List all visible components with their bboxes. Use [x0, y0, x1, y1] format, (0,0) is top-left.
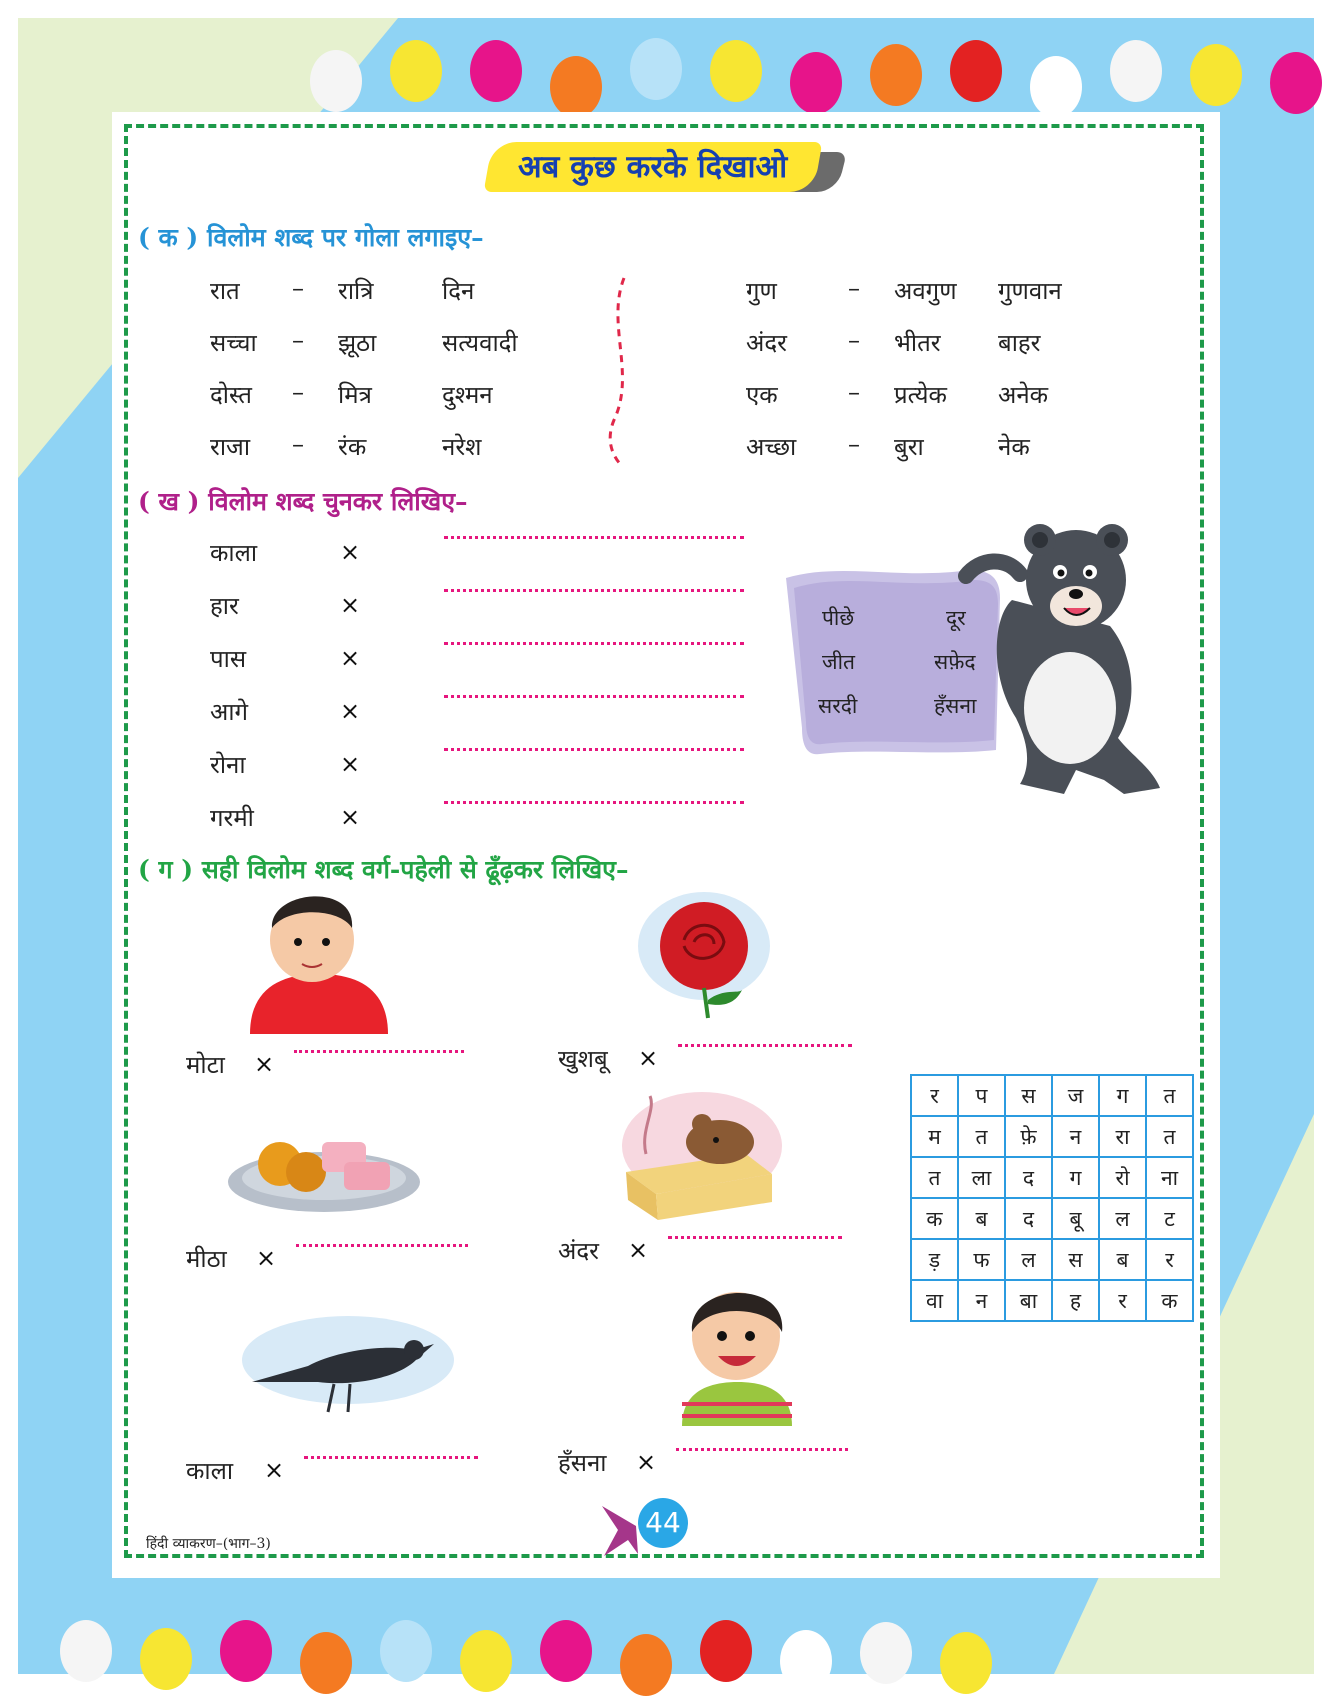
option[interactable]: दुश्मन	[442, 381, 493, 409]
grid-row	[911, 1239, 1193, 1280]
option[interactable]: अवगुण	[894, 277, 957, 305]
option[interactable]: रात्रि	[338, 277, 374, 305]
decorative-dot	[140, 1628, 192, 1690]
grid-cell[interactable]: रा	[1099, 1116, 1146, 1157]
sweets-plate-illustration	[226, 1120, 422, 1230]
grid-cell[interactable]: ग	[1052, 1157, 1099, 1198]
cross-icon: ×	[638, 1044, 659, 1072]
answer-line[interactable]	[294, 1050, 464, 1053]
grid-cell[interactable]: द	[1005, 1198, 1052, 1239]
grid-cell[interactable]: स	[1005, 1075, 1052, 1116]
laughing-boy-illustration	[672, 1276, 802, 1426]
answer-line[interactable]	[444, 536, 744, 539]
decorative-dot	[540, 1620, 592, 1682]
decorative-dot	[860, 1622, 912, 1684]
word: रोना	[210, 751, 246, 779]
decorative-dot	[710, 40, 762, 102]
grid-cell[interactable]: र	[911, 1075, 958, 1116]
grid-cell[interactable]: फ	[958, 1239, 1005, 1280]
grid-cell[interactable]: ब	[1099, 1239, 1146, 1280]
page-number: 44	[638, 1498, 688, 1548]
option[interactable]: सत्यवादी	[442, 329, 518, 357]
cross-icon: ×	[340, 697, 361, 725]
dash: –	[292, 326, 304, 354]
word: सच्चा	[210, 329, 257, 357]
word: एक	[746, 381, 778, 409]
footer-book-title: हिंदी व्याकरण–(भाग–3)	[146, 1536, 271, 1552]
title-banner	[488, 142, 848, 200]
cross-icon: ×	[340, 750, 361, 778]
decorative-dot	[1190, 44, 1242, 106]
option[interactable]: अनेक	[998, 381, 1049, 409]
grid-cell[interactable]: ड़	[911, 1239, 958, 1280]
option[interactable]: भीतर	[894, 329, 941, 357]
decorative-dot	[390, 40, 442, 102]
grid-cell[interactable]: त	[1146, 1116, 1193, 1157]
cross-icon: ×	[340, 803, 361, 831]
word: अंदर	[558, 1237, 599, 1265]
dash: –	[848, 326, 860, 354]
option[interactable]: झूठा	[338, 329, 377, 357]
word: पास	[210, 645, 247, 673]
decorative-dot	[950, 40, 1002, 102]
decorative-dot	[60, 1620, 112, 1682]
decorative-dot	[870, 44, 922, 106]
option[interactable]: नेक	[998, 433, 1030, 461]
answer-line[interactable]	[444, 589, 744, 592]
decorative-dot	[460, 1630, 512, 1692]
cross-icon: ×	[340, 538, 361, 566]
word: आगे	[210, 698, 249, 726]
grid-cell[interactable]: म	[911, 1116, 958, 1157]
crow-illustration	[238, 1310, 458, 1420]
decorative-dot	[1110, 40, 1162, 102]
word-search-grid	[910, 1074, 1194, 1322]
option[interactable]: मित्र	[338, 381, 372, 409]
word: मीठा	[186, 1245, 227, 1273]
cross-icon: ×	[636, 1448, 657, 1476]
grid-cell[interactable]: क	[1146, 1280, 1193, 1321]
star-ribbon-icon	[598, 1500, 644, 1560]
grid-cell[interactable]: न	[1052, 1116, 1099, 1157]
answer-line[interactable]	[296, 1244, 468, 1247]
dash: –	[292, 430, 304, 458]
word: गुण	[746, 277, 777, 305]
grid-cell[interactable]: ट	[1146, 1198, 1193, 1239]
board-word: सरदी	[818, 694, 858, 718]
option[interactable]: दिन	[442, 277, 475, 305]
mouse-in-box-illustration	[616, 1090, 786, 1220]
board-word: सफ़ेद	[934, 650, 976, 674]
word: अच्छा	[746, 433, 797, 461]
decorative-dot	[300, 1632, 352, 1694]
word: अंदर	[746, 329, 787, 357]
grid-cell[interactable]: रो	[1099, 1157, 1146, 1198]
section-kh-heading: ( ख ) विलोम शब्द चुनकर लिखिए–	[138, 487, 468, 516]
answer-line[interactable]	[444, 642, 744, 645]
grid-cell[interactable]: ह	[1052, 1280, 1099, 1321]
answer-line[interactable]	[444, 801, 744, 804]
option[interactable]: बुरा	[894, 433, 924, 461]
grid-row	[911, 1198, 1193, 1239]
decorative-dot	[630, 38, 682, 100]
option[interactable]: बाहर	[998, 329, 1041, 357]
decorative-dot	[940, 1632, 992, 1694]
decorative-dot	[780, 1630, 832, 1692]
answer-line[interactable]	[444, 695, 744, 698]
grid-cell[interactable]: ल	[1099, 1198, 1146, 1239]
grid-cell[interactable]: स	[1052, 1239, 1099, 1280]
wavy-divider	[600, 274, 640, 468]
cross-icon: ×	[628, 1236, 649, 1264]
option[interactable]: गुणवान	[998, 277, 1062, 305]
decorative-dot	[1030, 56, 1082, 118]
grid-cell[interactable]: त	[958, 1116, 1005, 1157]
grid-row	[911, 1116, 1193, 1157]
option[interactable]: रंक	[338, 433, 367, 461]
grid-cell[interactable]: क	[911, 1198, 958, 1239]
grid-cell[interactable]: ग	[1099, 1075, 1146, 1116]
section-k-heading: ( क ) विलोम शब्द पर गोला लगाइए–	[138, 223, 484, 252]
grid-row	[911, 1157, 1193, 1198]
cross-icon: ×	[340, 644, 361, 672]
word: काला	[210, 539, 258, 567]
grid-cell[interactable]: र	[1099, 1280, 1146, 1321]
board-word: हँसना	[934, 694, 977, 718]
dash: –	[848, 378, 860, 406]
word: मोटा	[186, 1051, 225, 1079]
cross-icon: ×	[264, 1456, 285, 1484]
board-word: पीछे	[822, 606, 855, 630]
option[interactable]: नरेश	[442, 433, 482, 461]
grid-cell[interactable]: ल	[1005, 1239, 1052, 1280]
answer-line[interactable]	[304, 1456, 478, 1459]
grid-cell[interactable]: र	[1146, 1239, 1193, 1280]
word: काला	[186, 1457, 234, 1485]
grid-cell[interactable]: वा	[911, 1280, 958, 1321]
grid-cell[interactable]: बा	[1005, 1280, 1052, 1321]
board-word: जीत	[822, 650, 855, 674]
word: हार	[210, 592, 239, 620]
dash: –	[848, 274, 860, 302]
word: रात	[210, 277, 240, 305]
decorative-dot	[620, 1634, 672, 1696]
page-title-text: अब कुछ करके दिखाओ	[518, 149, 788, 185]
decorative-dot	[700, 1620, 752, 1682]
dash: –	[292, 378, 304, 406]
word: हँसना	[558, 1449, 607, 1477]
grid-cell[interactable]: त	[1146, 1075, 1193, 1116]
grid-row	[911, 1075, 1193, 1116]
grid-cell[interactable]: ना	[1146, 1157, 1193, 1198]
cross-icon: ×	[340, 591, 361, 619]
page-title	[484, 142, 823, 192]
decorative-dot	[550, 56, 602, 118]
section-g-heading: ( ग ) सही विलोम शब्द वर्ग-पहेली से ढूँढ़कर लिखिए–	[138, 855, 629, 884]
rose-illustration	[634, 890, 774, 1020]
grid-cell[interactable]: ज	[1052, 1075, 1099, 1116]
option[interactable]: प्रत्येक	[894, 381, 947, 409]
grid-cell[interactable]: फ़े	[1005, 1116, 1052, 1157]
answer-line[interactable]	[678, 1044, 852, 1047]
grid-cell[interactable]: न	[958, 1280, 1005, 1321]
word: खुशबू	[558, 1045, 608, 1073]
word: गरमी	[210, 804, 254, 832]
grid-cell[interactable]: त	[911, 1157, 958, 1198]
board-word: दूर	[946, 606, 966, 630]
grid-cell[interactable]: ला	[958, 1157, 1005, 1198]
answer-line[interactable]	[676, 1448, 848, 1451]
cross-icon: ×	[254, 1050, 275, 1078]
grid-cell[interactable]: द	[1005, 1157, 1052, 1198]
decorative-dot	[380, 1620, 432, 1682]
dash: –	[292, 274, 304, 302]
grid-cell[interactable]: ब	[958, 1198, 1005, 1239]
grid-cell[interactable]: बू	[1052, 1198, 1099, 1239]
answer-line[interactable]	[444, 748, 744, 751]
grid-row	[911, 1280, 1193, 1321]
decorative-dot	[1270, 52, 1322, 114]
word: राजा	[210, 433, 251, 461]
grid-cell[interactable]: प	[958, 1075, 1005, 1116]
decorative-dot	[310, 50, 362, 112]
fat-boy-illustration	[244, 884, 394, 1034]
cross-icon: ×	[256, 1244, 277, 1272]
word: दोस्त	[210, 381, 252, 409]
decorative-dot	[220, 1620, 272, 1682]
dash: –	[848, 430, 860, 458]
answer-line[interactable]	[668, 1236, 842, 1239]
decorative-dot	[470, 40, 522, 102]
decorative-dot	[790, 52, 842, 114]
